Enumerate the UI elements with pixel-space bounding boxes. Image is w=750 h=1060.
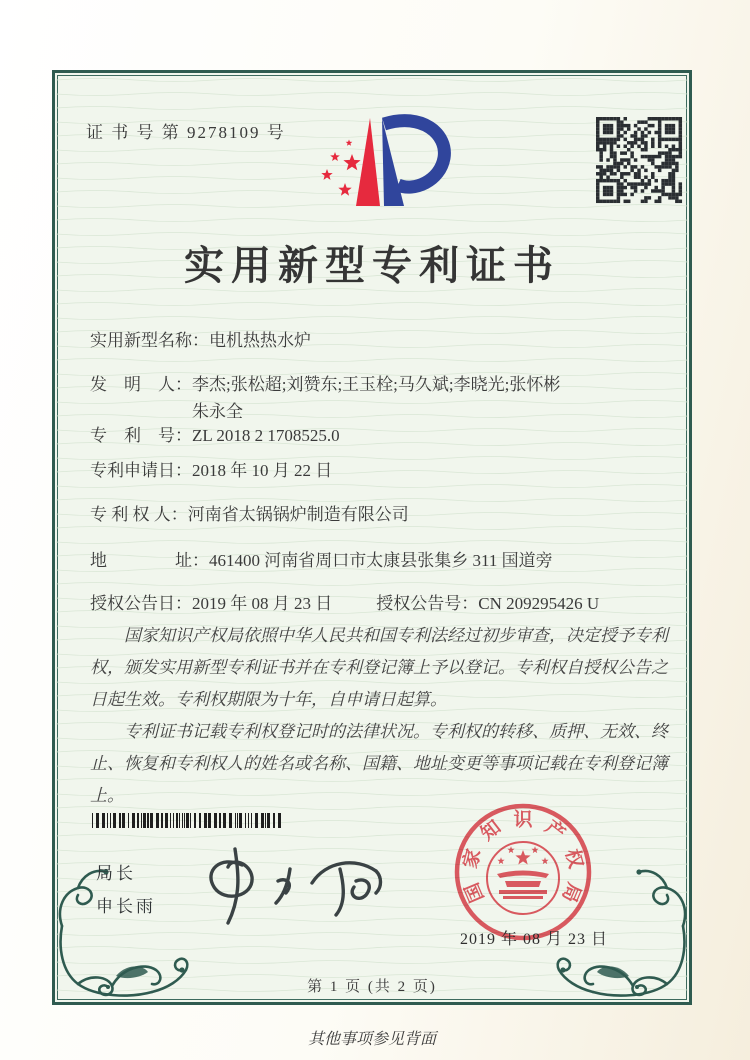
field-label: 实用新型名称： (90, 331, 209, 350)
field-value (192, 373, 560, 424)
field-label: 地 址： (90, 551, 209, 570)
signature-image (190, 843, 405, 931)
barcode (92, 813, 284, 828)
signer-title: 局长 (96, 864, 136, 883)
field-label: 专 利 号： (90, 426, 192, 445)
field-row-inventors (90, 373, 668, 424)
seal-date: 2019 年 08 月 23 日 (460, 931, 609, 948)
svg-text:知: 知 (477, 816, 506, 845)
certificate-title: 实用新型专利证书 (184, 243, 560, 288)
field-value: 461400 河南省周口市太康县张集乡 311 国道旁 (209, 551, 553, 570)
svg-text:权: 权 (560, 846, 586, 871)
legal-paragraph-2: 专利证书记载专利权登记时的法律状况。专利权的转移、质押、无效、终止、恢复和专利权人的姓名或名称、国籍、地址变更等事项记载在专利登记簿上。 (90, 722, 668, 805)
official-seal (451, 800, 595, 944)
svg-text:局: 局 (557, 879, 585, 906)
field-label: 授权公告号： (376, 594, 479, 613)
inventors-line1: 李杰;张松超;刘赞东;王玉栓;马久斌;李晓光;张怀彬 (192, 375, 561, 394)
svg-text:识: 识 (513, 809, 533, 831)
field-value: 电机热热水炉 (209, 331, 311, 350)
field-label: 发 明 人： (90, 375, 192, 394)
field-value: ZL 2018 2 1708525.0 (192, 426, 340, 445)
certificate-number: 证 书 号 第 9278109 号 (86, 123, 286, 142)
field-label: 授权公告日： (90, 594, 192, 613)
cnipa-patent-logo-icon (296, 112, 458, 224)
field-row-grant (90, 592, 668, 616)
legal-paragraphs (90, 620, 668, 812)
field-row-patent-number (90, 424, 668, 448)
signer-name: 申长雨 (96, 897, 156, 916)
svg-text:家: 家 (460, 846, 486, 871)
field-row-name (90, 329, 668, 353)
field-value: 2019 年 08 月 23 日 (192, 594, 333, 613)
inventors-line2: 朱永全 (192, 402, 243, 421)
field-value: 河南省太锅锅炉制造有限公司 (187, 505, 409, 524)
page-number: 第 1 页 (共 2 页) (307, 979, 437, 995)
svg-text:国: 国 (461, 879, 489, 906)
field-row-filing-date (90, 459, 668, 483)
field-row-patentee (90, 503, 668, 527)
svg-text:产: 产 (540, 816, 569, 845)
field-label: 专 利 权 人： (90, 505, 188, 524)
qr-code (596, 117, 682, 203)
field-row-address (90, 549, 668, 573)
back-note: 其他事项参见背面 (307, 1031, 436, 1048)
field-label: 专利申请日： (90, 461, 192, 480)
field-value: CN 209295426 U (478, 594, 600, 613)
legal-paragraph-1: 国家知识产权局依照中华人民共和国专利法经过初步审查，决定授予专利权，颁发实用新型专利证书并在专利登记簿上予以登记。专利权自授权公告之日起生效。专利权期限为十年，自申请日起算。 (90, 626, 668, 709)
field-value: 2018 年 10 月 22 日 (192, 461, 333, 480)
